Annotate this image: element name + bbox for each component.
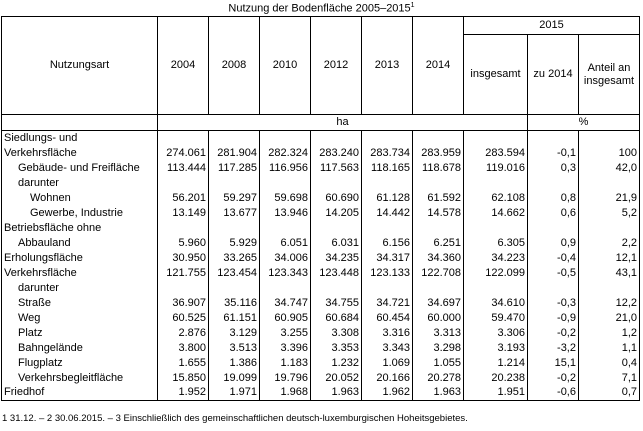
row-value: 283.594: [464, 146, 528, 161]
header-year-2010: 2010: [260, 17, 311, 115]
row-value: 43,1: [579, 266, 640, 281]
table-title: Nutzung der Bodenfläche 2005–2015$^1$: [228, 2, 415, 15]
row-value: 60.690: [311, 191, 362, 206]
row-label: Flugplatz: [2, 356, 158, 371]
row-value: [260, 281, 311, 296]
header-group-2015: 2015: [464, 17, 640, 35]
row-value: 34.360: [413, 251, 464, 266]
row-value: 61.151: [209, 311, 260, 326]
row-value: [311, 281, 362, 296]
row-value: 3.343: [362, 341, 413, 356]
row-value: [311, 131, 362, 146]
row-value: 0,9: [528, 236, 579, 251]
row-label: Verkehrsbegleitfläche: [2, 371, 158, 386]
row-value: [158, 281, 209, 296]
row-value: 59.698: [260, 191, 311, 206]
row-value: 3.353: [311, 341, 362, 356]
row-value: [464, 176, 528, 191]
row-value: 123.133: [362, 266, 413, 281]
row-value: 13.946: [260, 206, 311, 221]
row-value: [579, 281, 640, 296]
row-label: Verkehrsfläche: [2, 146, 158, 161]
table-row: [2, 191, 640, 206]
row-value: 7,1: [579, 371, 640, 386]
row-value: 3.513: [209, 341, 260, 356]
row-value: 1.963: [413, 386, 464, 401]
header-year-2014: 2014: [413, 17, 464, 115]
row-value: 121.755: [158, 266, 209, 281]
row-value: 5.929: [209, 236, 260, 251]
row-value: [362, 281, 413, 296]
row-value: 19.796: [260, 371, 311, 386]
row-value: 14.662: [464, 206, 528, 221]
row-value: [579, 221, 640, 236]
row-value: 1.962: [362, 386, 413, 401]
row-value: 6.156: [362, 236, 413, 251]
row-value: [413, 176, 464, 191]
row-value: 6.051: [260, 236, 311, 251]
row-label: darunter: [2, 281, 158, 296]
row-value: 34.721: [362, 296, 413, 311]
row-value: 12,1: [579, 251, 640, 266]
row-value: 118.165: [362, 161, 413, 176]
row-value: 60.905: [260, 311, 311, 326]
row-value: 1.963: [311, 386, 362, 401]
row-value: 282.324: [260, 146, 311, 161]
row-value: 3.306: [464, 326, 528, 341]
table-row: [2, 371, 640, 386]
row-value: -0,4: [528, 251, 579, 266]
row-value: 60.000: [413, 311, 464, 326]
table-row: [2, 131, 640, 146]
row-value: 34.610: [464, 296, 528, 311]
row-value: 13.149: [158, 206, 209, 221]
row-value: [413, 221, 464, 236]
row-value: 3.316: [362, 326, 413, 341]
row-value: 60.454: [362, 311, 413, 326]
row-value: 60.525: [158, 311, 209, 326]
row-value: 1.386: [209, 356, 260, 371]
row-value: -0,5: [528, 266, 579, 281]
row-value: [158, 176, 209, 191]
row-value: [260, 131, 311, 146]
row-value: 116.956: [260, 161, 311, 176]
row-value: 42,0: [579, 161, 640, 176]
header-year-2004: 2004: [158, 17, 209, 115]
row-value: [464, 221, 528, 236]
table-row: [2, 176, 640, 191]
row-value: 6.305: [464, 236, 528, 251]
row-value: 117.563: [311, 161, 362, 176]
table-row: [2, 296, 640, 311]
row-value: -0,6: [528, 386, 579, 401]
row-value: 3.255: [260, 326, 311, 341]
title-footnote-marker: 1: [410, 2, 415, 9]
row-label: Erholungsfläche: [2, 251, 158, 266]
table-row: [2, 206, 640, 221]
row-value: [209, 131, 260, 146]
row-value: 34.697: [413, 296, 464, 311]
row-label: Wohnen: [2, 191, 158, 206]
row-value: 34.317: [362, 251, 413, 266]
row-label: Abbauland: [2, 236, 158, 251]
row-value: 123.454: [209, 266, 260, 281]
row-value: [158, 221, 209, 236]
header-year-2012: 2012: [311, 17, 362, 115]
row-value: [209, 281, 260, 296]
row-value: 123.448: [311, 266, 362, 281]
row-label: Straße: [2, 296, 158, 311]
row-value: -3,2: [528, 341, 579, 356]
row-value: 0,4: [579, 356, 640, 371]
row-value: [528, 131, 579, 146]
row-value: [209, 176, 260, 191]
row-value: 1.183: [260, 356, 311, 371]
row-value: 0,8: [528, 191, 579, 206]
row-value: 6.031: [311, 236, 362, 251]
row-value: -0,2: [528, 371, 579, 386]
header-year-2013: 2013: [362, 17, 413, 115]
row-value: 6.251: [413, 236, 464, 251]
row-value: 14.442: [362, 206, 413, 221]
row-value: 0,7: [579, 386, 640, 401]
header-year-2008: 2008: [209, 17, 260, 115]
row-value: 34.223: [464, 251, 528, 266]
row-value: 12,2: [579, 296, 640, 311]
row-label: Platz: [2, 326, 158, 341]
row-value: 34.006: [260, 251, 311, 266]
row-value: 117.285: [209, 161, 260, 176]
row-label: Siedlungs- und: [2, 131, 158, 146]
row-value: 20.052: [311, 371, 362, 386]
row-value: 123.343: [260, 266, 311, 281]
row-label: Friedhof: [2, 386, 158, 401]
row-value: 5.960: [158, 236, 209, 251]
table-row: [2, 236, 640, 251]
row-value: 20.278: [413, 371, 464, 386]
row-value: 62.108: [464, 191, 528, 206]
row-value: [528, 176, 579, 191]
row-value: 1.971: [209, 386, 260, 401]
header-unit-pct: %: [528, 115, 640, 131]
land-use-table: [1, 16, 640, 401]
header-unit-ha: ha: [158, 115, 528, 131]
row-value: -0,2: [528, 326, 579, 341]
row-value: 61.128: [362, 191, 413, 206]
row-value: 0,3: [528, 161, 579, 176]
row-value: [362, 131, 413, 146]
header-unit-blank: [2, 115, 158, 131]
header-zu-2014: zu 2014: [528, 35, 579, 115]
header-nutzungsart: Nutzungsart: [2, 17, 158, 115]
table-row: [2, 311, 640, 326]
row-value: 2,2: [579, 236, 640, 251]
row-value: 30.950: [158, 251, 209, 266]
row-label: Betriebsfläche ohne: [2, 221, 158, 236]
table-row: [2, 326, 640, 341]
row-value: 119.016: [464, 161, 528, 176]
row-value: 15.850: [158, 371, 209, 386]
row-value: [209, 221, 260, 236]
row-value: 1.951: [464, 386, 528, 401]
row-value: 113.444: [158, 161, 209, 176]
row-value: 283.734: [362, 146, 413, 161]
row-value: 19.099: [209, 371, 260, 386]
row-value: 20.238: [464, 371, 528, 386]
row-value: 36.907: [158, 296, 209, 311]
table-row: [2, 221, 640, 236]
header-insgesamt: insgesamt: [464, 35, 528, 115]
row-value: 1,2: [579, 326, 640, 341]
row-value: 34.235: [311, 251, 362, 266]
row-value: 3.396: [260, 341, 311, 356]
row-value: [464, 131, 528, 146]
table-row: [2, 146, 640, 161]
row-value: 3.800: [158, 341, 209, 356]
row-label: Bahngelände: [2, 341, 158, 356]
row-value: 3.298: [413, 341, 464, 356]
row-value: 1.214: [464, 356, 528, 371]
row-label: Gewerbe, Industrie: [2, 206, 158, 221]
row-value: [158, 131, 209, 146]
row-value: 1.655: [158, 356, 209, 371]
row-value: 3.193: [464, 341, 528, 356]
row-value: 283.240: [311, 146, 362, 161]
row-value: 20.166: [362, 371, 413, 386]
table-row: [2, 356, 640, 371]
row-label: Weg: [2, 311, 158, 326]
table-row: [2, 386, 640, 401]
row-value: [362, 176, 413, 191]
row-value: 2.876: [158, 326, 209, 341]
row-value: 1,1: [579, 341, 640, 356]
row-label: Verkehrsfläche: [2, 266, 158, 281]
row-value: 59.470: [464, 311, 528, 326]
row-value: 35.116: [209, 296, 260, 311]
row-value: [311, 176, 362, 191]
row-value: 100: [579, 146, 640, 161]
row-value: 34.755: [311, 296, 362, 311]
row-value: [311, 221, 362, 236]
table-row: [2, 341, 640, 356]
row-value: [528, 281, 579, 296]
row-value: 21,0: [579, 311, 640, 326]
row-value: 21,9: [579, 191, 640, 206]
row-value: 122.099: [464, 266, 528, 281]
header-anteil: Anteil an insgesamt: [579, 35, 640, 115]
row-value: 3.313: [413, 326, 464, 341]
row-value: 283.959: [413, 146, 464, 161]
row-value: 1.952: [158, 386, 209, 401]
row-value: [528, 221, 579, 236]
row-label: Gebäude- und Freifläche: [2, 161, 158, 176]
table-row: [2, 251, 640, 266]
row-value: 61.592: [413, 191, 464, 206]
row-value: [413, 281, 464, 296]
row-value: 0,6: [528, 206, 579, 221]
row-value: 14.578: [413, 206, 464, 221]
table-body: [2, 131, 640, 401]
row-value: 118.678: [413, 161, 464, 176]
row-value: 1.069: [362, 356, 413, 371]
footnote: 1 31.12. – 2 30.06.2015. – 3 Einschließlich des gemeinschaftlichen deutsch-luxemburgischen Hoheitsgebietes.: [2, 413, 468, 424]
row-value: [579, 176, 640, 191]
row-value: 60.684: [311, 311, 362, 326]
row-value: 14.205: [311, 206, 362, 221]
row-value: -0,9: [528, 311, 579, 326]
row-value: 5,2: [579, 206, 640, 221]
row-value: 1.968: [260, 386, 311, 401]
row-value: [464, 281, 528, 296]
row-value: -0,3: [528, 296, 579, 311]
row-value: 13.677: [209, 206, 260, 221]
row-value: 56.201: [158, 191, 209, 206]
row-value: 59.297: [209, 191, 260, 206]
row-value: 3.129: [209, 326, 260, 341]
row-value: [413, 131, 464, 146]
row-value: 34.747: [260, 296, 311, 311]
row-value: 122.708: [413, 266, 464, 281]
table-row: [2, 161, 640, 176]
row-label: darunter: [2, 176, 158, 191]
row-value: 3.308: [311, 326, 362, 341]
row-value: 15,1: [528, 356, 579, 371]
row-value: 33.265: [209, 251, 260, 266]
table-row: [2, 266, 640, 281]
row-value: 1.232: [311, 356, 362, 371]
row-value: 274.061: [158, 146, 209, 161]
table-row: [2, 281, 640, 296]
row-value: [260, 176, 311, 191]
row-value: [260, 221, 311, 236]
row-value: -0,1: [528, 146, 579, 161]
row-value: [579, 131, 640, 146]
row-value: [362, 221, 413, 236]
row-value: 281.904: [209, 146, 260, 161]
row-value: 1.055: [413, 356, 464, 371]
